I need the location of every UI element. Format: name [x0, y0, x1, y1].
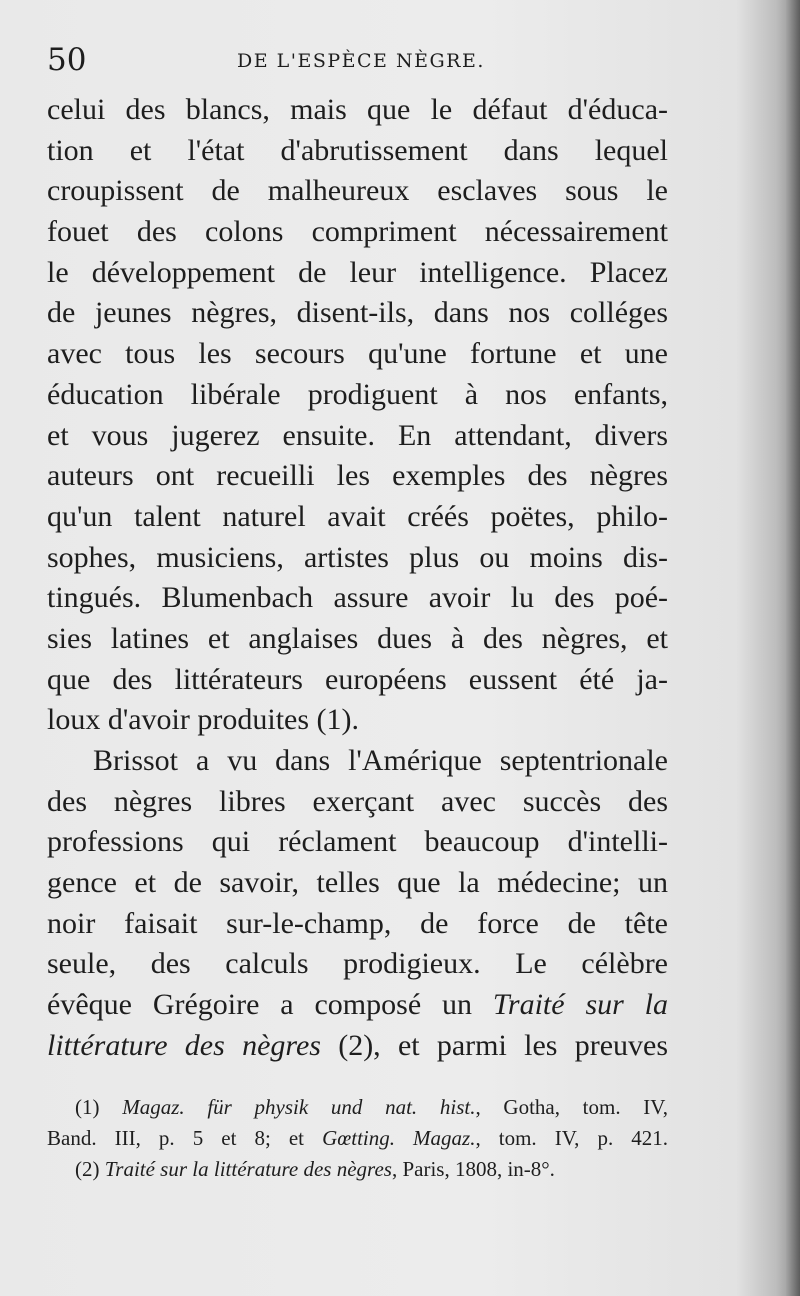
text-line: noir faisait sur-le-champ, de force de tête	[47, 906, 668, 940]
text-line: croupissent de malheureux esclaves sous le	[47, 174, 668, 208]
text-segment: évêque Grégoire a composé un	[47, 988, 473, 1022]
text-line-with-italic	[47, 985, 668, 1026]
text-line: de jeunes nègres, disent-ils, dans nos colléges	[47, 296, 668, 330]
footnote-1-cont	[47, 1123, 668, 1154]
text-line: sies latines et anglaises dues à des nègres, et	[47, 621, 668, 655]
text-line: avec tous les secours qu'une fortune et une	[47, 337, 668, 371]
running-head: DE L'ESPÈCE NÈGRE.	[237, 50, 485, 72]
text-line: tion et l'état d'abrutissement dans lequel	[47, 133, 668, 167]
footnote-text: , tom. IV, p. 421.	[475, 1126, 669, 1150]
text-line: que des littérateurs européens eussent été ja-	[47, 662, 668, 696]
body-text	[47, 90, 668, 1067]
text-line: seule, des calculs prodigieux. Le célèbre	[47, 947, 668, 981]
text-line: loux d'avoir produites (1).	[47, 703, 360, 737]
footnote-title: Traité sur la littérature des nègres	[104, 1157, 392, 1181]
text-line: des nègres libres exerçant avec succès des	[47, 784, 668, 818]
italic-title: littérature des nègres	[47, 1028, 321, 1062]
footnote-number: (2)	[75, 1157, 100, 1181]
text-line: éducation libérale prodiguent à nos enfants,	[47, 377, 668, 411]
text-line: auteurs ont recueilli les exemples des nègres	[47, 459, 668, 493]
text-line: le développement de leur intelligence. Placez	[47, 255, 668, 289]
footnote-title: Gœtting. Magaz.	[322, 1126, 476, 1150]
footnote-1	[47, 1092, 668, 1123]
footnotes	[47, 1092, 668, 1185]
text-line: Brissot a vu dans l'Amérique septentrionale	[93, 744, 668, 777]
text-line: et vous jugerez ensuite. En attendant, divers	[47, 418, 668, 452]
text-line-with-italic	[47, 1026, 668, 1067]
binding-shadow	[786, 0, 800, 1296]
text-line: tingués. Blumenbach assure avoir lu des poé-	[47, 581, 668, 615]
text-line: sophes, musiciens, artistes plus ou moins dis-	[47, 540, 668, 574]
text-segment: (2), et parmi les preuves	[320, 1028, 668, 1062]
footnote-number: (1)	[75, 1095, 100, 1119]
italic-title: Traité sur la	[492, 988, 669, 1022]
page-header	[47, 40, 667, 80]
footnote-text: , Gotha, tom. IV,	[475, 1095, 668, 1119]
text-line: gence et de savoir, telles que la médecine; un	[47, 866, 668, 900]
text-line: qu'un talent naturel avait créés poëtes, philo-	[47, 499, 668, 533]
text-line: celui des blancs, mais que le défaut d'éduca-	[47, 93, 668, 126]
footnote-text: Band. III, p. 5 et 8; et	[47, 1126, 304, 1150]
footnote-title: Magaz. für physik und nat. hist.	[122, 1095, 476, 1119]
text-line: fouet des colons compriment nécessairement	[47, 215, 668, 249]
footnote-2	[47, 1154, 668, 1185]
text-line: professions qui réclament beaucoup d'intelli-	[47, 825, 668, 859]
footnote-text: , Paris, 1808, in-8°.	[391, 1157, 555, 1181]
page-number: 50	[47, 42, 87, 78]
